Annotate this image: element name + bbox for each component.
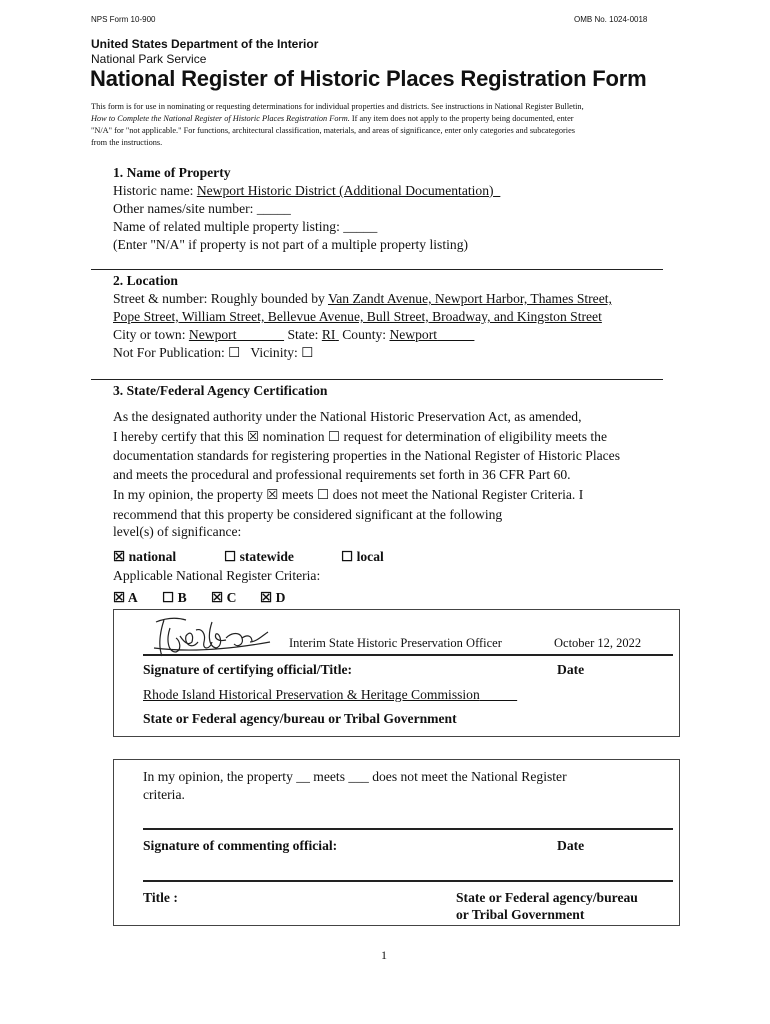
related-listing-row <box>113 218 377 236</box>
cert-paragraph-3: documentation standards for registering properties in the National Register of Historic Places <box>113 448 620 463</box>
criteria-label: Applicable National Register Criteria: <box>113 568 321 583</box>
street-label: Street & number: Roughly bounded by <box>113 291 328 306</box>
cert-date-value: October 12, 2022 <box>554 636 642 650</box>
levels-text: level(s) of significance: <box>113 524 242 539</box>
does-not-meet-label: does not meet the National Register Criteria. I <box>329 487 584 502</box>
comment-meets-label: meets <box>309 769 349 784</box>
comment-agency-label-1: State or Federal agency/bureau <box>456 890 638 905</box>
criteria-d-label: D <box>272 590 286 605</box>
cert-text-a: I hereby certify that this <box>113 429 247 444</box>
historic-name-row <box>113 182 500 200</box>
city-state-county-row <box>113 326 474 344</box>
cert-paragraph-1: As the designated authority under the National Historic Preservation Act, as amended, <box>113 409 582 424</box>
form-number: NPS Form 10-900 <box>91 15 156 24</box>
statewide-checkbox[interactable]: ☐ <box>224 549 237 564</box>
county-label: County: <box>342 327 390 342</box>
date-label: Date <box>557 662 585 677</box>
comment-meets-blank[interactable]: __ <box>296 769 310 784</box>
intro-text <box>91 101 691 149</box>
criteria-a[interactable] <box>113 589 138 607</box>
comment-agency-label-2: or Tribal Government <box>456 907 585 922</box>
other-names-row <box>113 200 291 218</box>
criteria-c-checkbox[interactable]: ☒ <box>211 590 224 605</box>
criteria-c[interactable] <box>211 589 236 607</box>
cert-paragraph-4: and meets the procedural and professional requirements set forth in 36 CFR Part 60. <box>113 467 571 482</box>
official-title-value: Interim State Historic Preservation Officer <box>289 636 502 650</box>
criteria-c-label: C <box>223 590 237 605</box>
intro-line-3: "N/A" for "not applicable." For functions, architectural classification, materials, and areas of significance, enter only categories and subcategories <box>91 126 575 135</box>
comment-signature-label: Signature of commenting official: <box>143 838 338 853</box>
signature-line <box>143 654 673 656</box>
criteria-a-label: A <box>125 590 138 605</box>
section-2-heading: 2. Location <box>113 273 178 288</box>
service-name: National Park Service <box>91 52 207 66</box>
comment-title-line <box>143 880 673 882</box>
page-number: 1 <box>381 948 387 962</box>
comment-not-meet-label: does not meet the National Register <box>368 769 567 784</box>
criteria-a-checkbox[interactable]: ☒ <box>113 590 126 605</box>
section-1-heading: 1. Name of Property <box>113 165 231 180</box>
section-divider <box>91 379 663 380</box>
meets-label: meets <box>278 487 317 502</box>
state-value: RI <box>321 327 336 342</box>
comment-opinion-line-2: criteria. <box>143 787 185 802</box>
intro-line-4: from the instructions. <box>91 138 163 147</box>
vicinity-checkbox[interactable]: ☐ <box>301 345 314 360</box>
department-name: United States Department of the Interior <box>91 37 319 51</box>
county-value: Newport <box>389 327 438 342</box>
page-title: National Register of Historic Places Registration Form <box>90 66 647 91</box>
comment-not-meet-blank[interactable]: ___ <box>348 769 369 784</box>
city-value: Newport <box>188 327 237 342</box>
intro-line-2-rest: If any item does not apply to the property being documented, enter <box>349 114 574 123</box>
meets-checkbox[interactable]: ☒ <box>266 487 279 502</box>
historic-name-label: Historic name: <box>113 183 197 198</box>
criteria-d-checkbox[interactable]: ☒ <box>260 590 273 605</box>
local-checkbox[interactable]: ☐ <box>341 549 354 564</box>
related-listing-value: _____ <box>343 219 378 234</box>
comment-date-label: Date <box>557 838 585 853</box>
nomination-label: nomination <box>259 429 328 444</box>
comment-opinion-a: In my opinion, the property <box>143 769 297 784</box>
vicinity-label: Vicinity: <box>250 345 302 360</box>
other-names-value: _____ <box>256 201 291 216</box>
publication-label: Not For Publication: <box>113 345 229 360</box>
criteria-b-label: B <box>174 590 187 605</box>
comment-signature-line <box>143 828 673 830</box>
section-divider <box>91 269 663 270</box>
cert-text-c: request for determination of eligibility meets the <box>340 429 607 444</box>
bulletin-title: How to Complete the National Register of Historic Places Registration Form. <box>91 114 350 123</box>
comment-opinion-row <box>143 768 567 786</box>
does-not-meet-checkbox[interactable]: ☐ <box>317 487 330 502</box>
comment-title-label: Title : <box>143 890 178 905</box>
nomination-checkbox[interactable]: ☒ <box>247 429 260 444</box>
agency-label: State or Federal agency/bureau or Tribal Government <box>143 711 457 726</box>
state-label: State: <box>287 327 322 342</box>
historic-name-value: Newport Historic District (Additional Documentation) <box>196 183 494 198</box>
street-value-2: Pope Street, William Street, Bellevue Avenue, Bull Street, Broadway, and Kingston Street <box>113 309 602 324</box>
publication-checkbox[interactable]: ☐ <box>228 345 241 360</box>
criteria-b-checkbox[interactable]: ☐ <box>162 590 175 605</box>
signature-label: Signature of certifying official/Title: <box>143 662 353 677</box>
city-label: City or town: <box>113 327 189 342</box>
related-listing-label: Name of related multiple property listing: <box>113 219 344 234</box>
section-3-heading: 3. State/Federal Agency Certification <box>113 383 328 398</box>
intro-line-1: This form is for use in nominating or requesting determinations for individual properties and districts. See instructions in National Register Bulletin, <box>91 102 584 111</box>
other-names-label: Other names/site number: <box>113 201 257 216</box>
opinion-text-a: In my opinion, the property <box>113 487 267 502</box>
street-row-1 <box>113 290 612 308</box>
national-label: national <box>125 549 177 564</box>
request-checkbox[interactable]: ☐ <box>327 429 341 444</box>
related-listing-note: (Enter "N/A" if property is not part of a multiple property listing) <box>113 237 469 252</box>
recommend-text: recommend that this property be considered significant at the following <box>113 507 503 522</box>
agency-row <box>143 686 517 704</box>
omb-number: OMB No. 1024-0018 <box>574 15 648 24</box>
criteria-d[interactable] <box>260 589 285 607</box>
level-national[interactable] <box>113 548 176 566</box>
level-statewide[interactable] <box>224 548 294 566</box>
publication-row <box>113 344 313 362</box>
agency-value: Rhode Island Historical Preservation & Heritage Commission <box>143 687 480 702</box>
statewide-label: statewide <box>236 549 294 564</box>
intro-line-2 <box>91 113 691 125</box>
opinion-row <box>113 486 583 504</box>
local-label: local <box>353 549 384 564</box>
national-checkbox[interactable]: ☒ <box>113 549 126 564</box>
cert-paragraph-2 <box>113 428 607 446</box>
criteria-b[interactable] <box>162 589 187 607</box>
street-value-1: Van Zandt Avenue, Newport Harbor, Thames Street, <box>327 291 612 306</box>
level-local[interactable] <box>341 548 384 566</box>
